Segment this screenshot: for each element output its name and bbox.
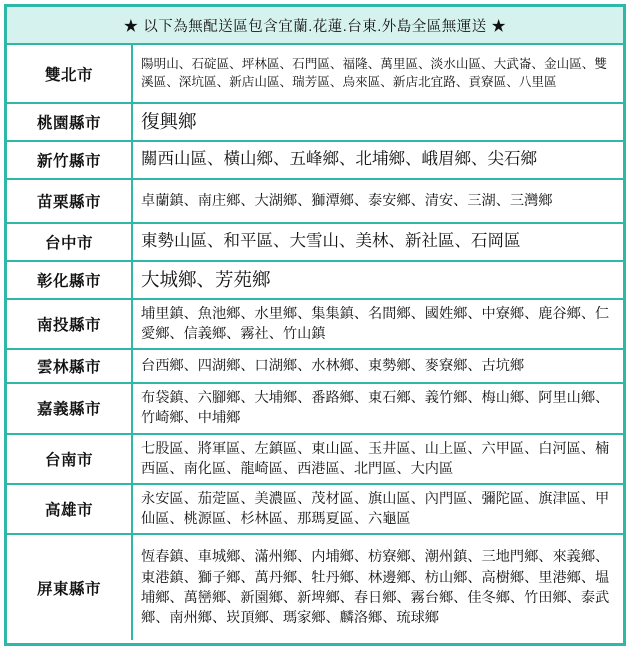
table-row [7,349,623,383]
notice-banner [7,7,623,45]
table-row [7,484,623,534]
table-frame [4,4,626,646]
table-row [7,179,623,223]
places-cell [132,434,623,484]
table-row [7,534,623,640]
places-text: 布袋鎮、六腳鄉、大埔鄉、番路鄉、東石鄉、義竹鄉、梅山鄉、阿里山鄉、竹崎鄉、中埔鄉 [141,390,610,427]
table-row [7,383,623,433]
places-text: 永安區、茄萣區、美濃區、茂材區、旗山區、內門區、彌陀區、旗津區、甲仙區、桃源區、杉林區、那瑪夏區、六龜區 [141,490,610,528]
table-row [7,141,623,179]
region-label: 嘉義縣市 [7,383,132,433]
places-text: 復興鄉 [141,110,197,132]
table-row [7,434,623,484]
places-text: 恆春鎮、車城鄉、滿州鄉、内埔鄉、枋寮鄉、潮州鎮、三地門鄉、來義鄉、東港鎮、獅子鄉、萬丹鄉、牡丹鄉、林邊鄉、枋山鄉、高樹鄉、里港鄉、塭埔鄉、萬巒鄉、新園鄉、新埤鄉、春日鄉、霧台鄉、佳冬鄉、竹田鄉、泰武鄉、南州鄉、崁頂鄉、瑪家鄉、麟洛鄉、琉球鄉 [141,549,610,626]
places-cell [132,261,623,299]
region-label: 新竹縣市 [7,141,132,179]
region-label: 桃園縣市 [7,103,132,141]
places-text: 關西山區、橫山鄉、五峰鄉、北埔鄉、峨眉鄉、尖石鄉 [141,150,537,169]
table-row [7,103,623,141]
places-cell [132,299,623,349]
table-row [7,299,623,349]
places-cell [132,179,623,223]
table-row [7,223,623,261]
table-row [7,45,623,103]
places-cell [132,45,623,103]
places-cell [132,103,623,141]
places-text: 埔里鎮、魚池鄉、水里鄉、集集鎮、名間鄉、國姓鄉、中寮鄉、鹿谷鄉、仁愛鄉、信義鄉、霧社、竹山鎮 [141,306,610,343]
table-row [7,261,623,299]
places-cell [132,223,623,261]
region-label: 雙北市 [7,45,132,103]
region-label: 台中市 [7,223,132,261]
places-text: 東勢山區、和平區、大雪山、美林、新社區、石岡區 [141,232,521,251]
areas-table-body [7,45,623,640]
region-label: 屏東縣市 [7,534,132,640]
region-label: 台南市 [7,434,132,484]
areas-table [7,45,623,640]
region-label: 雲林縣市 [7,349,132,383]
places-cell [132,141,623,179]
places-cell [132,534,623,640]
places-text: 卓蘭鎮、南庄鄉、大湖鄉、獅潭鄉、泰安鄉、清安、三湖、三灣鄉 [141,192,553,209]
places-text: 七股區、將軍區、左鎮區、東山區、玉井區、山上區、六甲區、白河區、楠西區、南化區、龍崎區、西港區、北門區、大内區 [141,440,610,477]
places-text: 台西鄉、四湖鄉、口湖鄉、水林鄉、東勢鄉、麥寮鄉、古坑鄉 [141,358,525,375]
region-label: 苗栗縣市 [7,179,132,223]
places-cell [132,484,623,534]
places-cell [132,349,623,383]
region-label: 彰化縣市 [7,261,132,299]
notice-text: ★ 以下為無配送區包含宜蘭.花蓮.台東.外島全區無運送 ★ [123,18,507,35]
places-cell [132,383,623,433]
region-label: 南投縣市 [7,299,132,349]
places-text: 大城鄉、芳苑鄉 [141,268,271,290]
region-label: 高雄市 [7,484,132,534]
places-text: 陽明山、石碇區、坪林區、石門區、福隆、萬里區、淡水山區、大武崙、金山區、雙溪區、深坑區、新店山區、瑞芳區、烏來區、新店北宜路、貢寮區、八里區 [141,56,607,89]
